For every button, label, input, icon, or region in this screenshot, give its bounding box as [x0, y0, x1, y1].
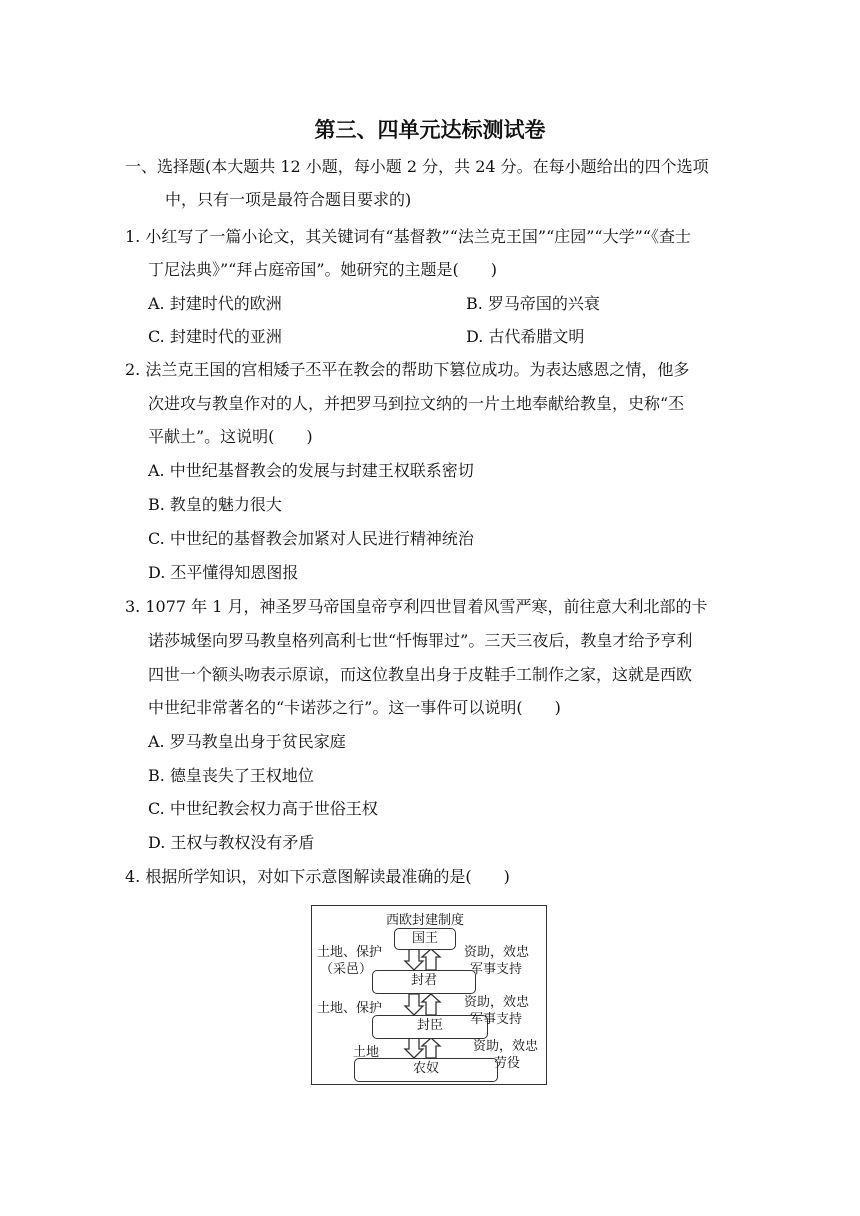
section-heading-cont: 中，只有一项是最符合题目要求的) [165, 190, 412, 209]
vassal-box: 封臣 [372, 1015, 488, 1039]
q1-option-d: D. 古代希腊文明 [466, 327, 585, 346]
label-land-protection-1: 土地、保护 [317, 945, 383, 960]
q3-stem-cont3: 中世纪非常著名的“卡诺莎之行”。这一事件可以说明( ) [148, 698, 561, 717]
q4-stem: 4. 根据所学知识，对如下示意图解读最准确的是( ) [125, 867, 510, 886]
q3-option-d: D. 王权与教权没有矛盾 [148, 833, 315, 852]
q1-option-c: C. 封建时代的亚洲 [148, 327, 282, 346]
page-title: 第三、四单元达标测试卷 [314, 118, 546, 142]
q2-stem-cont2: 平献土”。这说明( ) [148, 427, 313, 446]
q3-option-c: C. 中世纪教会权力高于世俗王权 [148, 799, 378, 818]
section-heading: 一、选择题(本大题共 12 小题，每小题 2 分，共 24 分。在每小题给出的四个选项 [125, 157, 709, 176]
q2-option-a: A. 中世纪基督教会的发展与封建王权联系密切 [148, 461, 474, 480]
label-support-loyalty-1: 资助，效忠 [464, 945, 530, 960]
feudal-system-diagram [311, 905, 547, 1085]
q3-stem-cont: 诺莎城堡向罗马教皇格列高利七世“忏悔罪过”。三天三夜后，教皇才给予亨利 [148, 631, 693, 650]
q1-option-a: A. 封建时代的欧洲 [148, 294, 282, 313]
lord-box: 封君 [372, 970, 476, 994]
q2-option-b: B. 教皇的魅力很大 [148, 495, 282, 514]
label-fief: （采邑） [320, 962, 373, 977]
q2-stem-cont: 次进攻与教皇作对的人，并把罗马到拉文纳的一片土地奉献给教皇，史称“丕 [148, 394, 685, 413]
q2-option-d: D. 丕平懂得知恩图报 [148, 563, 299, 582]
label-military-support-2: 军事支持 [470, 1012, 523, 1027]
label-land-3: 土地 [353, 1045, 380, 1060]
king-box: 国王 [394, 928, 456, 950]
label-military-support-1: 军事支持 [470, 962, 523, 977]
label-support-loyalty-3: 资助，效忠 [473, 1039, 539, 1054]
diagram-title: 西欧封建制度 [386, 913, 465, 928]
q3-stem-cont2: 四世一个额头吻表示原谅，而这位教皇出身于皮鞋手工制作之家，这就是西欧 [148, 665, 693, 684]
q1-stem-cont: 丁尼法典》”“拜占庭帝国”。她研究的主题是( ) [148, 260, 498, 279]
label-support-loyalty-2: 资助，效忠 [464, 995, 530, 1010]
q1-option-b: B. 罗马帝国的兴衰 [466, 294, 600, 313]
q2-stem: 2. 法兰克王国的宫相矮子丕平在教会的帮助下篡位成功。为表达感恩之情，他多 [125, 360, 690, 379]
q1-stem: 1. 小红写了一篇小论文，其关键词有“基督教”“法兰克王国”“庄园”“大学”“《查士 [125, 227, 691, 246]
label-labor: 劳役 [494, 1056, 521, 1071]
label-land-protection-2: 土地、保护 [317, 1001, 383, 1016]
serf-box: 农奴 [354, 1058, 498, 1082]
q2-option-c: C. 中世纪的基督教会加紧对人民进行精神统治 [148, 529, 474, 548]
q3-option-b: B. 德皇丧失了王权地位 [148, 766, 314, 785]
q3-option-a: A. 罗马教皇出身于贫民家庭 [148, 732, 346, 751]
q3-stem: 3. 1077 年 1 月，神圣罗马帝国皇帝亨利四世冒着风雪严寒，前往意大利北部的卡 [125, 597, 708, 616]
